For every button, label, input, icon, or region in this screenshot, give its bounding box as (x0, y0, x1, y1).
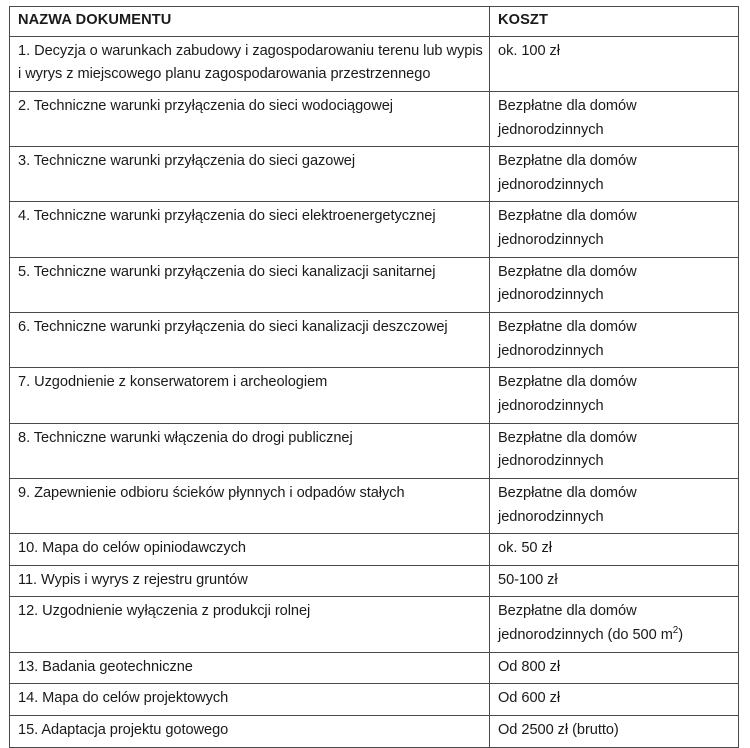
document-table-container (9, 6, 738, 748)
cell-cost: Bezpłatne dla domów jednorodzinnych (490, 202, 739, 257)
cell-document-name: 2. Techniczne warunki przyłączenia do sieci wodociągowej (10, 91, 490, 146)
table-header-row (10, 7, 739, 37)
cell-cost: Bezpłatne dla domów jednorodzinnych (490, 423, 739, 478)
cell-cost: Od 800 zł (490, 652, 739, 684)
cell-cost: Bezpłatne dla domów jednorodzinnych (490, 313, 739, 368)
table-row (10, 147, 739, 202)
cell-cost: ok. 50 zł (490, 534, 739, 566)
table-row (10, 313, 739, 368)
table-body (10, 36, 739, 747)
table-row (10, 423, 739, 478)
table-row (10, 684, 739, 716)
column-header-cost: KOSZT (490, 7, 739, 37)
cell-document-name: 4. Techniczne warunki przyłączenia do sieci elektroenergetycznej (10, 202, 490, 257)
cell-cost (490, 597, 739, 652)
table-header (10, 7, 739, 37)
cell-document-name: 6. Techniczne warunki przyłączenia do sieci kanalizacji deszczowej (10, 313, 490, 368)
cost-text: Bezpłatne dla domów jednorodzinnych (do 500 m (498, 603, 673, 644)
cell-cost: Bezpłatne dla domów jednorodzinnych (490, 368, 739, 423)
cell-cost: Bezpłatne dla domów jednorodzinnych (490, 257, 739, 312)
cell-document-name: 10. Mapa do celów opiniodawczych (10, 534, 490, 566)
table-row (10, 368, 739, 423)
table-row (10, 597, 739, 652)
cell-document-name: 13. Badania geotechniczne (10, 652, 490, 684)
table-row (10, 716, 739, 748)
table-row (10, 478, 739, 533)
cell-document-name: 1. Decyzja o warunkach zabudowy i zagospodarowaniu terenu lub wypis i wyrys z miejscowego planu zagospodarowania przestrzennego (10, 36, 490, 91)
cost-superscript: 2 (672, 625, 679, 637)
cell-cost: Bezpłatne dla domów jednorodzinnych (490, 147, 739, 202)
cell-document-name: 3. Techniczne warunki przyłączenia do sieci gazowej (10, 147, 490, 202)
cell-cost: 50-100 zł (490, 565, 739, 597)
table-row (10, 565, 739, 597)
table-row (10, 257, 739, 312)
cell-cost: Bezpłatne dla domów jednorodzinnych (490, 478, 739, 533)
table-row (10, 202, 739, 257)
cell-document-name: 5. Techniczne warunki przyłączenia do sieci kanalizacji sanitarnej (10, 257, 490, 312)
cell-cost: ok. 100 zł (490, 36, 739, 91)
cell-document-name: 9. Zapewnienie odbioru ścieków płynnych i odpadów stałych (10, 478, 490, 533)
cell-document-name: 7. Uzgodnienie z konserwatorem i archeologiem (10, 368, 490, 423)
table-row (10, 91, 739, 146)
document-cost-table (9, 6, 739, 748)
table-row (10, 652, 739, 684)
table-row (10, 534, 739, 566)
cell-document-name: 8. Techniczne warunki włączenia do drogi publicznej (10, 423, 490, 478)
table-row (10, 36, 739, 91)
cell-document-name: 15. Adaptacja projektu gotowego (10, 716, 490, 748)
cell-cost: Bezpłatne dla domów jednorodzinnych (490, 91, 739, 146)
cell-cost: Od 2500 zł (brutto) (490, 716, 739, 748)
cell-document-name: 11. Wypis i wyrys z rejestru gruntów (10, 565, 490, 597)
cost-text-suffix: ) (678, 627, 684, 644)
cell-document-name: 14. Mapa do celów projektowych (10, 684, 490, 716)
cell-document-name: 12. Uzgodnienie wyłączenia z produkcji rolnej (10, 597, 490, 652)
cell-cost: Od 600 zł (490, 684, 739, 716)
column-header-document-name: NAZWA DOKUMENTU (10, 7, 490, 37)
